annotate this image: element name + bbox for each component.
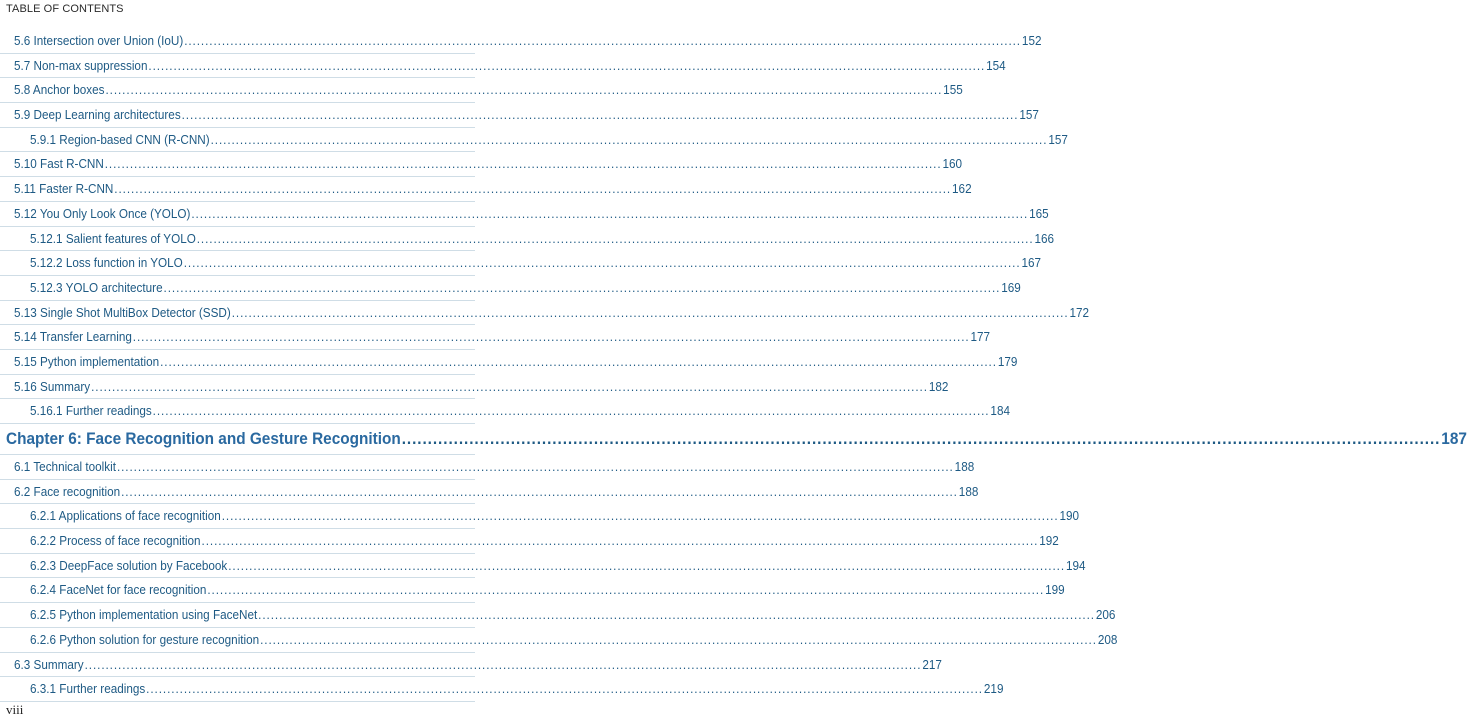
toc-leader-dots: ........................................................................................................................................................................................................ xyxy=(104,157,942,172)
toc-entry-title[interactable]: 5.16.1 Further readings xyxy=(30,404,152,419)
toc-entry-page[interactable]: 152 xyxy=(1021,34,1042,48)
toc-leader-dots: ........................................................................................................................................................................................................ xyxy=(210,132,1048,147)
toc-entry-title[interactable]: 5.12.3 YOLO architecture xyxy=(30,280,163,295)
toc-entry-page[interactable]: 162 xyxy=(952,182,972,197)
toc-entry[interactable] xyxy=(0,29,1042,54)
toc-leader-dots: ........................................................................................................................................................................................................ xyxy=(84,657,922,672)
toc-leader-dots: ........................................................................................................................................................................................................ xyxy=(183,256,1021,271)
toc-entry[interactable] xyxy=(0,54,1006,79)
toc-entry-title[interactable]: 5.12.1 Salient features of YOLO xyxy=(30,231,196,246)
toc-entry-title[interactable]: 6.2.1 Applications of face recognition xyxy=(30,509,221,524)
toc-entry-title[interactable]: 5.7 Non-max suppression xyxy=(14,58,148,73)
toc-leader-dots: ........................................................................................................................................................................................................ xyxy=(201,534,1039,549)
toc-leader-dots: ........................................................................................................................................................................................................ xyxy=(231,305,1069,320)
toc-leader-dots: ........................................................................................................................................................................................................ xyxy=(221,509,1059,524)
toc-entry[interactable] xyxy=(0,653,942,678)
toc-entry[interactable] xyxy=(0,480,979,505)
toc-leader-dots: ........................................................................................................................................................................................................ xyxy=(114,182,952,197)
toc-leader-dots: ........................................................................................................................................................................................................ xyxy=(105,83,943,98)
toc-entry-title[interactable]: 5.15 Python implementation xyxy=(14,354,160,369)
toc-entry[interactable] xyxy=(0,251,1042,276)
toc-entry-page[interactable]: 167 xyxy=(1021,256,1042,271)
toc-leader-dots: ........................................................................................................................................................................................................ xyxy=(196,231,1034,246)
toc-entry-title[interactable]: 6.2.6 Python solution for gesture recognition xyxy=(30,632,260,647)
toc-leader-dots: ........................................................................................................................................................................................................ xyxy=(121,484,958,499)
toc-entry-title[interactable]: 5.14 Transfer Learning xyxy=(14,330,132,345)
toc-entry[interactable] xyxy=(0,276,1021,301)
toc-entry-title[interactable]: 6.2.3 DeepFace solution by Facebook xyxy=(30,558,228,573)
toc-entry[interactable] xyxy=(0,677,1004,702)
toc-entry-title[interactable]: Chapter 6: Face Recognition and Gesture Recognition xyxy=(6,430,401,448)
toc-entry[interactable] xyxy=(0,529,1059,554)
toc-entry[interactable] xyxy=(0,399,1010,424)
toc-entry-page[interactable]: 155 xyxy=(943,83,963,98)
toc-entry-page[interactable]: 187 xyxy=(1441,430,1467,448)
toc-entry-page[interactable]: 188 xyxy=(958,484,979,499)
toc-entry[interactable] xyxy=(0,128,1068,153)
toc-entry-page[interactable]: 199 xyxy=(1045,583,1065,598)
toc-entry-page[interactable]: 169 xyxy=(1001,280,1021,295)
toc-entry-page[interactable]: 166 xyxy=(1034,231,1055,246)
toc-leader-dots: ........................................................................................................................................................................................................ xyxy=(91,379,928,394)
toc-leader-dots: ........................................................................................................................................................................................................ xyxy=(116,460,954,474)
toc-entry-page[interactable]: 184 xyxy=(990,404,1010,419)
toc-entry-page[interactable]: 182 xyxy=(928,379,949,394)
toc-entry-page[interactable]: 217 xyxy=(922,657,942,672)
toc-entry[interactable] xyxy=(0,578,1065,603)
toc-entry-title[interactable]: 5.13 Single Shot MultiBox Detector (SSD) xyxy=(14,305,231,320)
toc-entry[interactable] xyxy=(0,554,1086,579)
toc-entry-page[interactable]: 206 xyxy=(1095,608,1116,623)
toc-leader-dots: ........................................................................................................................................................................................................ xyxy=(152,404,990,419)
toc-leader-dots: ........................................................................................................................................................................................................ xyxy=(191,206,1029,221)
toc-leader-dots: ........................................................................................................................................................................................................ xyxy=(181,108,1019,123)
toc-entry-title[interactable]: 6.2 Face recognition xyxy=(14,484,121,499)
toc-entry-title[interactable]: 6.2.5 Python implementation using FaceNet xyxy=(30,608,258,623)
toc-entry[interactable] xyxy=(0,603,1116,628)
toc-entry[interactable] xyxy=(0,177,972,202)
toc-entry[interactable] xyxy=(0,504,1079,529)
toc-entry-title[interactable]: 6.2.2 Process of face recognition xyxy=(30,534,201,549)
toc-leader-dots: ........................................................................................................................................................................................................ xyxy=(148,58,986,73)
toc-leader-dots: ........................................................................................................................................................................................................ xyxy=(163,280,1001,295)
toc-entry[interactable] xyxy=(0,103,1039,128)
toc-entry-title[interactable]: 5.6 Intersection over Union (IoU) xyxy=(14,34,184,48)
toc-entry-page[interactable]: 172 xyxy=(1069,305,1089,320)
toc-entry[interactable] xyxy=(0,78,963,103)
toc-leader-dots: ........................................................................................................................................................................................................ xyxy=(260,632,1097,647)
toc-leader-dots: ........................................................................................................................................................................................................ xyxy=(258,608,1095,623)
toc-entry-page[interactable]: 219 xyxy=(983,682,1004,697)
page-number: viii xyxy=(6,702,24,717)
toc-chapter-entry[interactable] xyxy=(0,424,1467,455)
toc-entry-title[interactable]: 5.9 Deep Learning architectures xyxy=(14,108,181,123)
toc-entry-title[interactable]: 5.11 Faster R-CNN xyxy=(14,182,114,197)
toc-entry-title[interactable]: 6.2.4 FaceNet for face recognition xyxy=(30,583,207,598)
toc-entry-title[interactable]: 5.12 You Only Look Once (YOLO) xyxy=(14,206,191,221)
toc-entry-page[interactable]: 177 xyxy=(970,330,991,345)
toc-leader-dots: ........................................................................................................................................................................................................ xyxy=(228,558,1066,573)
toc-entry-page[interactable]: 157 xyxy=(1048,132,1068,147)
toc-leader-dots: ........................................................................................................................................................................................................ xyxy=(132,330,970,345)
toc-entry[interactable] xyxy=(0,350,1018,375)
toc-leader-dots: ........................................................................................................................................................................................................ xyxy=(207,583,1045,598)
toc-entry-page[interactable]: 157 xyxy=(1019,108,1039,123)
toc-entry[interactable] xyxy=(0,152,963,177)
toc-entry[interactable] xyxy=(0,455,975,480)
toc-entry[interactable] xyxy=(0,628,1118,653)
toc-entry-page[interactable]: 194 xyxy=(1065,558,1086,573)
toc-entry[interactable] xyxy=(0,227,1055,252)
toc-entry-title[interactable]: 5.9.1 Region-based CNN (R-CNN) xyxy=(30,132,210,147)
toc-entry-title[interactable]: 5.12.2 Loss function in YOLO xyxy=(30,256,183,271)
toc-entry-page[interactable]: 179 xyxy=(997,354,1018,369)
toc-leader-dots: ........................................................................................................................................................................................................ xyxy=(160,354,997,369)
toc-entry-page[interactable]: 190 xyxy=(1059,509,1079,524)
toc-entry-page[interactable]: 165 xyxy=(1029,206,1049,221)
toc-entry-title[interactable]: 6.3.1 Further readings xyxy=(30,682,146,697)
toc-entry-page[interactable]: 154 xyxy=(986,58,1006,73)
toc-heading: TABLE OF CONTENTS xyxy=(6,3,124,15)
toc-entry-title[interactable]: 6.3 Summary xyxy=(14,657,84,672)
toc-entry-title[interactable]: 5.10 Fast R-CNN xyxy=(14,157,104,172)
toc-entry-page[interactable]: 160 xyxy=(942,157,963,172)
toc-entry-page[interactable]: 208 xyxy=(1097,632,1118,647)
toc-leader-dots: ........................................................................................................................................................................................................ xyxy=(401,430,1441,448)
toc-entry[interactable] xyxy=(0,301,1089,326)
toc-entry[interactable] xyxy=(0,325,991,350)
toc-entry-title[interactable]: 5.8 Anchor boxes xyxy=(14,83,105,98)
toc-entry-title[interactable]: 5.16 Summary xyxy=(14,379,91,394)
toc-entry-page[interactable]: 188 xyxy=(954,460,975,474)
toc-list xyxy=(0,29,1467,702)
toc-leader-dots: ........................................................................................................................................................................................................ xyxy=(184,34,1022,48)
toc-entry-page[interactable]: 192 xyxy=(1039,534,1059,549)
toc-entry-title[interactable]: 6.1 Technical toolkit xyxy=(14,460,117,474)
toc-entry[interactable] xyxy=(0,375,949,400)
toc-leader-dots: ........................................................................................................................................................................................................ xyxy=(146,682,983,697)
toc-entry[interactable] xyxy=(0,202,1049,227)
